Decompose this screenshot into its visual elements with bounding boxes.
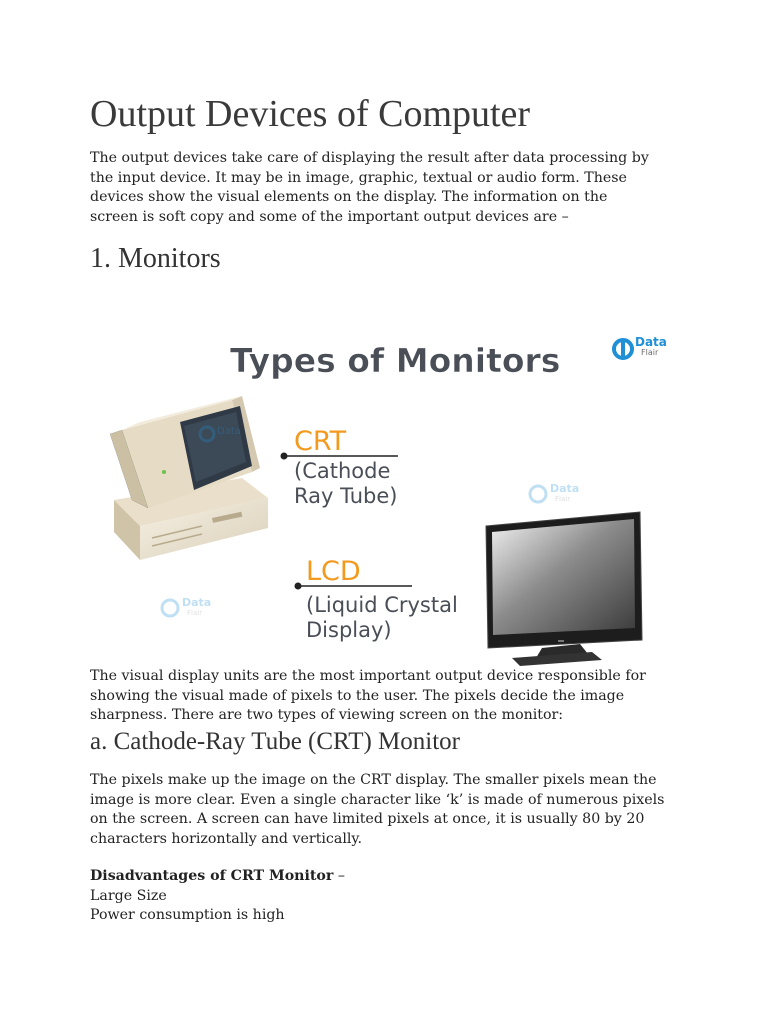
disadvantage-item: Large Size bbox=[90, 887, 167, 904]
crt-line: image is more clear. Even a single character like ‘k’ is made of numerous pixels bbox=[90, 791, 665, 808]
disadvantages-block bbox=[90, 867, 690, 926]
intro-line: The output devices take care of displaying the result after data processing by bbox=[90, 150, 649, 166]
watermark-text: Flair bbox=[555, 495, 571, 503]
intro-line: screen is soft copy and some of the important output devices are – bbox=[90, 208, 569, 225]
crt-monitor-illustration bbox=[110, 396, 268, 560]
watermark-text: Data bbox=[550, 482, 580, 495]
lcd-label-group bbox=[295, 556, 458, 642]
lcd-description-line: Display) bbox=[306, 618, 392, 642]
monitors-line: sharpness. There are two types of viewing screen on the monitor: bbox=[90, 707, 564, 724]
figure-svg bbox=[92, 322, 682, 667]
watermark-text: Data bbox=[182, 596, 212, 609]
crt-line: The pixels make up the image on the CRT display. The smaller pixels mean the bbox=[90, 772, 657, 788]
disadvantages-heading: Disadvantages of CRT Monitor bbox=[90, 868, 334, 884]
crt-description-line: Ray Tube) bbox=[294, 484, 398, 508]
crt-paragraph bbox=[90, 771, 690, 849]
lcd-description-line: (Liquid Crystal bbox=[306, 593, 458, 617]
disadvantages-dash: – bbox=[333, 868, 345, 884]
watermark-3 bbox=[162, 596, 211, 617]
lcd-label: LCD bbox=[306, 556, 361, 587]
monitors-line: showing the visual made of pixels to the user. The pixels decide the image bbox=[90, 687, 625, 704]
types-of-monitors-figure bbox=[92, 322, 682, 667]
intro-paragraph bbox=[90, 149, 690, 227]
logo-text-data: Data bbox=[635, 335, 667, 349]
monitors-paragraph bbox=[90, 667, 690, 726]
intro-line: devices show the visual elements on the display. The information on the bbox=[90, 189, 608, 206]
crt-label: CRT bbox=[294, 426, 347, 457]
disadvantages-heading-line bbox=[90, 867, 690, 887]
section-heading-monitors: 1. Monitors bbox=[90, 243, 221, 274]
crt-line: characters horizontally and vertically. bbox=[90, 830, 363, 847]
crt-line: on the screen. A screen can have limited pixels at once, it is usually 80 by 20 bbox=[90, 811, 645, 828]
crt-description-line: (Cathode bbox=[294, 459, 391, 483]
dataflair-logo bbox=[614, 335, 667, 358]
logo-bar-icon bbox=[621, 342, 625, 358]
subsection-heading-crt: a. Cathode-Ray Tube (CRT) Monitor bbox=[90, 728, 461, 755]
watermark-text: Flair bbox=[187, 609, 203, 617]
figure-title: Types of Monitors bbox=[230, 341, 561, 380]
page-title: Output Devices of Computer bbox=[90, 93, 531, 135]
watermark-text: Data bbox=[217, 426, 241, 437]
disadvantage-item: Power consumption is high bbox=[90, 907, 285, 924]
logo-text-flair: Flair bbox=[641, 348, 659, 357]
watermark-2 bbox=[530, 482, 579, 503]
monitors-line: The visual display units are the most important output device responsible for bbox=[90, 668, 646, 684]
crt-label-group bbox=[281, 426, 399, 508]
lcd-monitor-illustration bbox=[486, 512, 642, 666]
intro-line: the input device. It may be in image, graphic, textual or audio form. These bbox=[90, 169, 627, 186]
